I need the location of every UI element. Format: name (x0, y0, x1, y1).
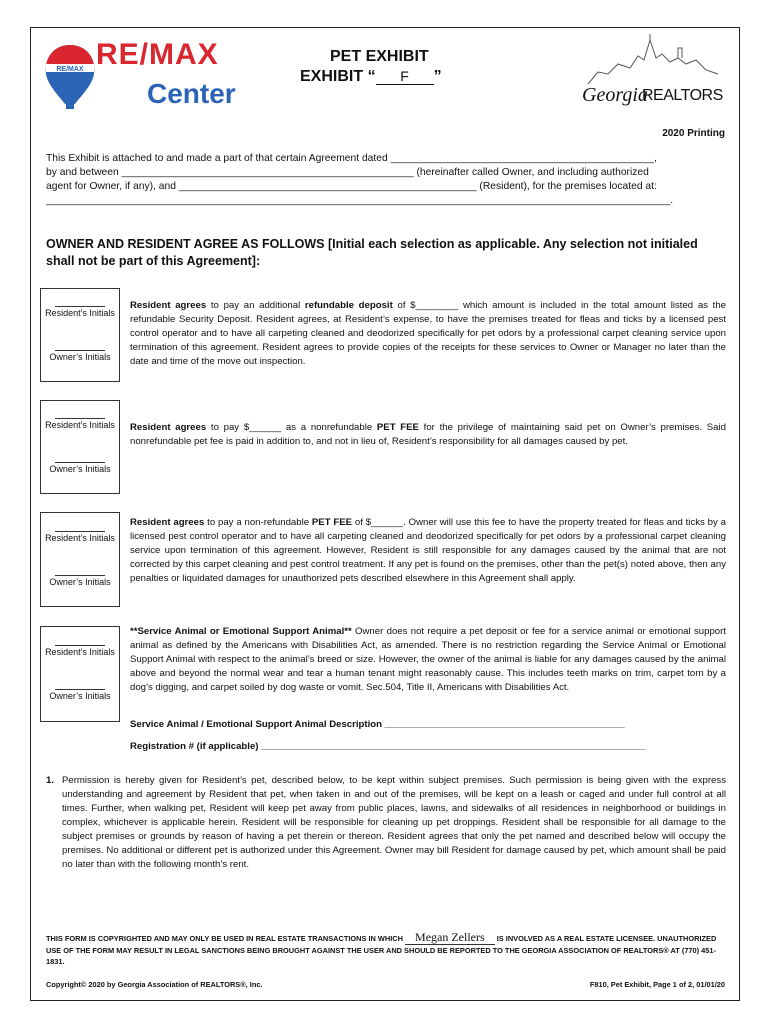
owner-initials-label: Owner’s Initials (49, 352, 111, 362)
realtors-word: REALTORS (642, 87, 723, 104)
owner-initials-label: Owner’s Initials (49, 464, 111, 474)
printing-year: 2020 Printing (662, 128, 725, 139)
form-identifier: F810, Pet Exhibit, Page 1 of 2, 01/01/20 (589, 980, 725, 989)
exhibit-line: EXHIBIT “ F ” (300, 68, 442, 85)
remax-wordmark: RE/MAX (96, 38, 219, 71)
section-nonrefundable-pet-fee: Resident agrees to pay $______ as a nonrefundable PET FEE for the privilege of maintaining said pet on Owner’s premises. Said nonrefundable pet fee is paid in addition to, and not in lieu of, Resident’s responsibility for all damages caused by pet. (130, 422, 726, 447)
center-wordmark: Center (147, 78, 236, 109)
intro-block (46, 152, 726, 208)
resident-initials-label: Resident’s Initials (45, 420, 115, 430)
agreement-heading: OWNER AND RESIDENT AGREE AS FOLLOWS [Initial each selection as applicable. Any selection not initialed shall not be part of this Agreement]: (46, 237, 698, 268)
licensee-name-field[interactable]: Megan Zellers (405, 930, 495, 945)
georgia-word: Georgia (582, 84, 648, 106)
section-refundable-deposit: Resident agrees to pay an additional refundable deposit of $________ which amount is included in the total amount listed as the refundable Security Deposit. Resident agrees, at Resident’s expense, to have the premises treated for fleas and ticks by a licensed pest control operator and to have all carpeting cleaned and deodorized specifically for pet odors by a professional carpet cleaning service upon termination of this agreement. Resident agrees to provide copies of the receipts for these services to Owner or Manager no later than the date and time of the move out inspection. (130, 300, 727, 367)
intro-line-2[interactable]: by and between ___________________________________________________ (hereinafter called Owner, and including authorized (46, 167, 649, 178)
owner-initials-label: Owner’s Initials (49, 577, 111, 587)
registration-number-field[interactable]: Registration # (if applicable) ________________________________________________________________________ (130, 741, 646, 752)
section-pet-fee-treatment: Resident agrees to pay a non-refundable PET FEE of $______. Owner will use this fee to have the property treated for fleas and ticks by a licensed pest control operator and to have all carpeting cleaned and deodorized specifically for pet odors by a professional carpet cleaning service upon termination of this agreement. However, Resident is still responsible for any damages caused by the animal that are not corrected by this carpet cleaning and pest control treatment. If any pet is found on the premises, other than the pet(s) noted above, then any penalties or liquidated damages for unauthorized pets described elsewhere in this Agreement shall apply. (130, 517, 726, 584)
resident-initials-label: Resident’s Initials (45, 533, 115, 543)
initials-box-1[interactable] (40, 288, 120, 382)
balloon-text: RE/MAX (56, 66, 84, 73)
resident-initials-label: Resident’s Initials (45, 308, 115, 318)
initials-box-4[interactable] (40, 626, 120, 722)
section-service-animal: **Service Animal or Emotional Support Animal** Owner does not require a pet deposit or fee for a service animal or emotional support animal as defined by the Americans with Disabilities Act, as amended. There is no restriction regarding the Service Animal or Emotional Support Animal with respect to the animal’s breed or size. However, the owner of the animal is liable for any damages caused by the animal above and beyond the normal wear and tear a human tenant might reasonably cause. This includes teeth marks on trim, carpet torn by a dog’s digging, and carpet soiled by dog waste or vomit. Sec.504, Title II, Americans with Disabilities Act. (130, 626, 726, 693)
item-number: 1. (46, 775, 55, 786)
copyright-notice: THIS FORM IS COPYRIGHTED AND MAY ONLY BE USED IN REAL ESTATE TRANSACTIONS IN WHICH Megan Zellers IS INVOLVED AS A REAL ESTATE LICENSEE. UNAUTHORIZED USE OF THE FORM MAY RESULT IN LEGAL SANCTIONS BEING BROUGHT AGAINST THE USER AND SHOULD BE REPORTED TO THE GEORGIA ASSOCIATION OF REALTORS® AT (770) 451-1831. (46, 930, 717, 966)
service-animal-description-field[interactable]: Service Animal / Emotional Support Animal Description _____________________________________________ (130, 719, 625, 730)
georgia-realtors-logo (578, 34, 728, 114)
initials-box-3[interactable] (40, 512, 120, 607)
intro-line-3[interactable]: agent for Owner, if any), and ____________________________________________________ (Resident), for the premises located at: (46, 181, 657, 192)
page-title: PET EXHIBIT (330, 48, 429, 65)
permission-text: Permission is hereby given for Resident’s pet, described below, to be kept within subject premises. Such permission is being given with the express understanding and agreement by Resident that pet, when taken in and out of the premises, will be kept on a leash or caged and under full control at all times. Further, when walking pet, Resident will keep pet away from public places, lawns, and sidewalks of all residences in neighborhood or buildings in complex, whichever is applicable herein. Resident will be responsible for cleaning up pet droppings. Resident shall be responsible for all damage to the subject premises or grounds by reason of having a pet therein or thereon. Resident agrees that only the pet named and described below will occupy the premises. No additional or different pet is authorized under this Agreement. Owner may bill Resident for damage caused by pet, which amount shall be paid no later than with the following month’s rent. (62, 775, 726, 870)
resident-initials-label: Resident’s Initials (45, 647, 115, 657)
copyright-line: Copyright© 2020 by Georgia Association of REALTORS®, Inc. (46, 980, 263, 989)
exhibit-letter-field[interactable]: F (376, 68, 434, 85)
permission-paragraph (46, 774, 726, 872)
intro-line-4[interactable]: _____________________________________________________________________________________________________________. (46, 195, 674, 206)
owner-initials-label: Owner’s Initials (49, 691, 111, 701)
initials-box-2[interactable] (40, 400, 120, 494)
intro-line-1[interactable]: This Exhibit is attached to and made a part of that certain Agreement dated ______________________________________________, (46, 153, 657, 164)
